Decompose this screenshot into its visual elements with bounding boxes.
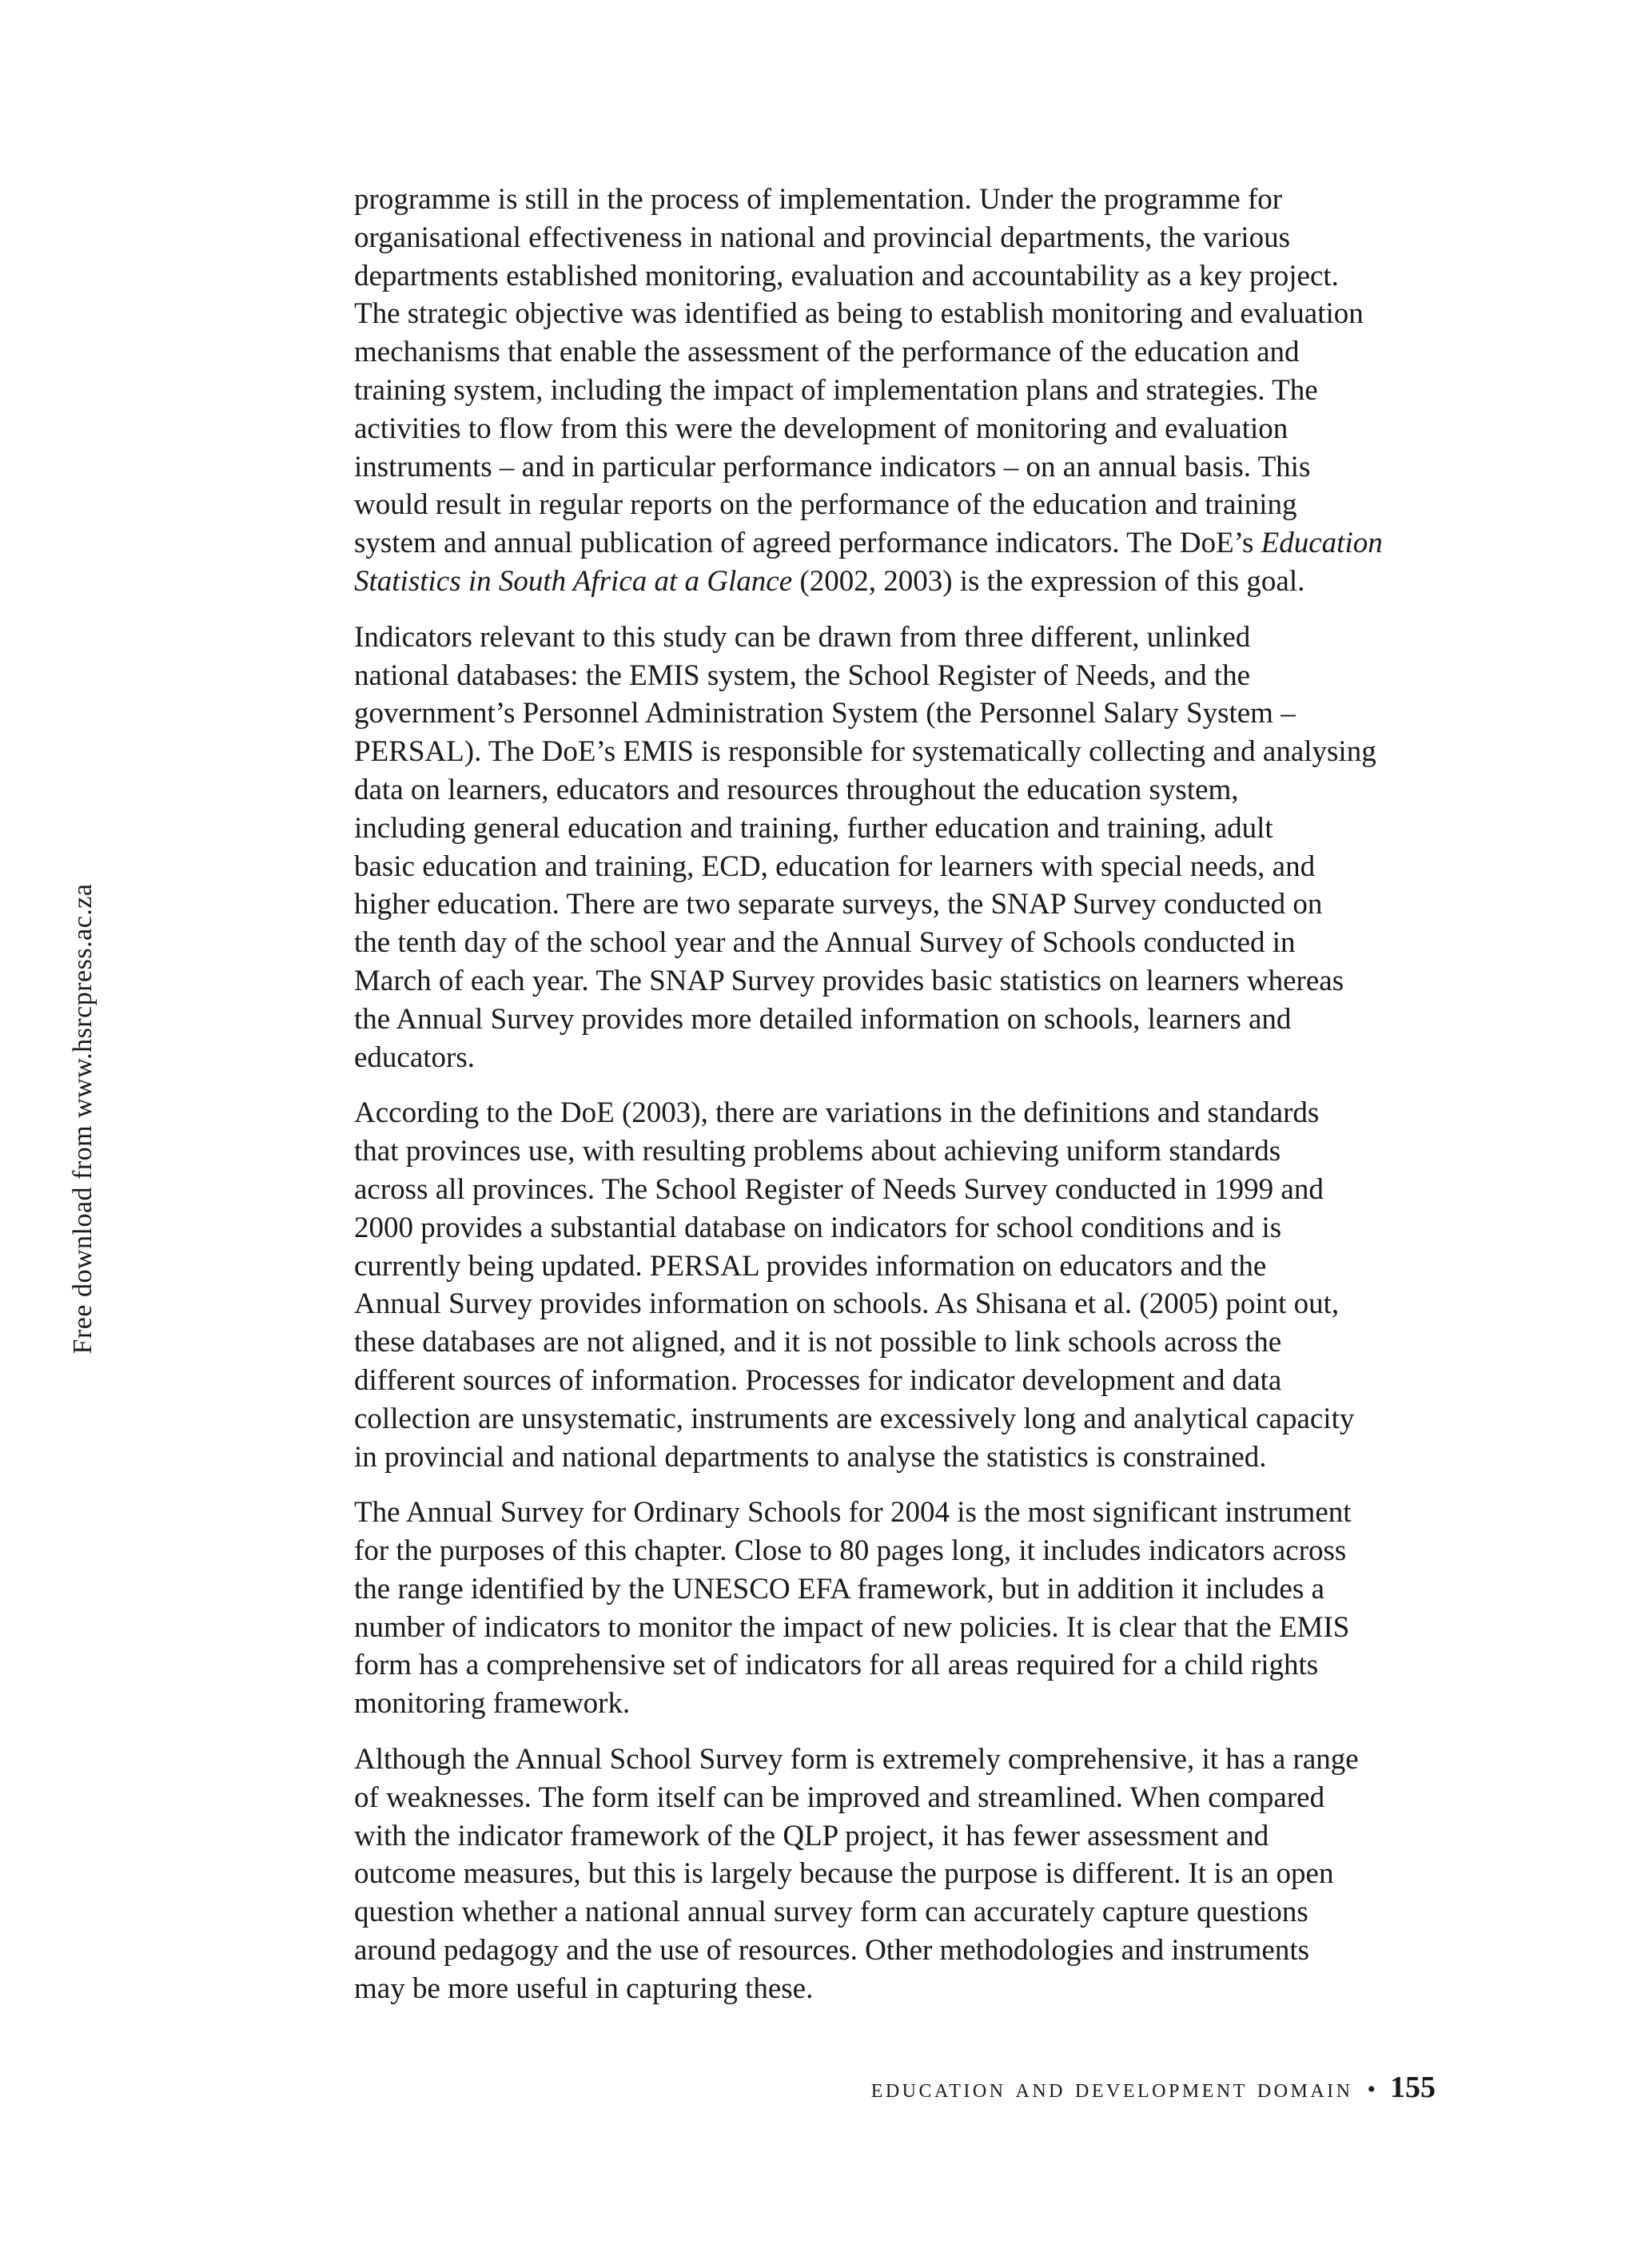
text-line <box>354 1494 1451 1532</box>
text-segment: organisational effectiveness in national and provincial departments, the various <box>354 221 1290 254</box>
text-segment: for the purposes of this chapter. Close to 80 pages long, it includes indicators across <box>354 1534 1347 1568</box>
text-segment: that provinces use, with resulting problems about achieving uniform standards <box>354 1135 1281 1168</box>
text-segment: with the indicator framework of the QLP project, it has fewer assessment and <box>354 1819 1269 1852</box>
text-segment: may be more useful in capturing these. <box>354 1972 814 2005</box>
text-line <box>354 1094 1451 1132</box>
text-line <box>354 1362 1451 1400</box>
text-line <box>354 1970 1451 2008</box>
text-segment: programme is still in the process of implementation. Under the programme for <box>354 183 1283 216</box>
text-segment: the Annual Survey provides more detailed information on schools, learners and <box>354 1002 1292 1036</box>
text-line <box>354 810 1451 848</box>
text-line <box>354 1132 1451 1171</box>
text-line <box>354 1171 1451 1209</box>
italic-title: Education <box>1261 527 1383 560</box>
text-segment: these databases are not aligned, and it is not possible to link schools across the <box>354 1326 1282 1359</box>
text-segment: across all provinces. The School Register of Needs Survey conducted in 1999 and <box>354 1172 1324 1206</box>
text-segment: number of indicators to monitor the impact of new policies. It is clear that the EMIS <box>354 1610 1350 1644</box>
text-segment: The strategic objective was identified as being to establish monitoring and evaluation <box>354 297 1364 331</box>
text-line <box>354 1532 1451 1570</box>
text-line <box>354 333 1451 372</box>
text-segment: training system, including the impact of implementation plans and strategies. The <box>354 373 1318 407</box>
italic-title: Statistics in South Africa at a Glance <box>354 564 793 598</box>
text-line <box>354 1779 1451 1817</box>
text-segment: mechanisms that enable the assessment of the performance of the education and <box>354 336 1300 369</box>
text-line <box>354 924 1451 962</box>
side-download-note: Free download from www.hsrcpress.ac.za <box>68 883 98 1355</box>
text-segment: form has a comprehensive set of indicators for all areas required for a child rights <box>354 1649 1319 1682</box>
text-segment: The Annual Survey for Ordinary Schools for 2004 is the most significant instrument <box>354 1496 1352 1530</box>
text-line <box>354 448 1451 487</box>
text-segment: different sources of information. Processes for indicator development and data <box>354 1363 1282 1397</box>
text-segment: government’s Personnel Administration System (the Personnel Salary System – <box>354 697 1296 730</box>
text-line <box>354 1817 1451 1856</box>
paragraph <box>354 1094 1451 1476</box>
text-line <box>354 1247 1451 1286</box>
text-segment: system and annual publication of agreed performance indicators. The DoE’s <box>354 527 1261 560</box>
text-segment: outcome measures, but this is largely because the purpose is different. It is an open <box>354 1857 1334 1891</box>
text-line <box>354 885 1451 924</box>
text-line <box>354 1893 1451 1932</box>
text-line <box>354 1438 1451 1477</box>
text-segment: higher education. There are two separate surveys, the SNAP Survey conducted on <box>354 888 1323 921</box>
paragraph <box>354 619 1451 1077</box>
text-segment: According to the DoE (2003), there are variations in the definitions and standards <box>354 1096 1320 1130</box>
text-line <box>354 181 1451 219</box>
text-segment: currently being updated. PERSAL provides information on educators and the <box>354 1249 1267 1283</box>
text-segment: educators. <box>354 1040 476 1074</box>
text-segment: PERSAL). The DoE’s EMIS is responsible for systematically collecting and analysing <box>354 735 1376 769</box>
text-line <box>354 1209 1451 1247</box>
text-segment: (2002, 2003) is the expression of this goal. <box>792 564 1305 598</box>
text-segment: in provincial and national departments to analyse the statistics is constrained. <box>354 1440 1267 1474</box>
text-line <box>354 962 1451 1001</box>
text-line <box>354 1685 1451 1723</box>
text-segment: Annual Survey provides information on schools. As Shisana et al. (2005) point out, <box>354 1287 1340 1321</box>
text-line <box>354 257 1451 296</box>
text-segment: departments established monitoring, evaluation and accountability as a key project. <box>354 259 1339 292</box>
text-line <box>354 694 1451 733</box>
text-line <box>354 410 1451 448</box>
text-segment: March of each year. The SNAP Survey provides basic statistics on learners whereas <box>354 964 1344 997</box>
text-segment: around pedagogy and the use of resources. Other methodologies and instruments <box>354 1934 1310 1968</box>
text-segment: instruments – and in particular performance indicators – on an annual basis. This <box>354 450 1311 483</box>
text-line <box>354 563 1451 601</box>
page-number: 155 <box>1390 2071 1436 2104</box>
text-line <box>354 1323 1451 1362</box>
text-segment: data on learners, educators and resources throughout the education system, <box>354 773 1239 806</box>
footer-separator: • <box>1367 2076 1376 2103</box>
text-line <box>354 1609 1451 1647</box>
text-line <box>354 848 1451 886</box>
running-head: education and development domain <box>870 2074 1353 2103</box>
text-segment: activities to flow from this were the development of monitoring and evaluation <box>354 412 1288 445</box>
text-segment: would result in regular reports on the performance of the education and training <box>354 488 1297 522</box>
text-line <box>354 486 1451 524</box>
text-segment: national databases: the EMIS system, the School Register of Needs, and the <box>354 659 1251 692</box>
text-segment: question whether a national annual survey form can accurately capture questions <box>354 1896 1308 1929</box>
text-line <box>354 1400 1451 1438</box>
text-segment: the range identified by the UNESCO EFA framework, but in addition it includes a <box>354 1572 1324 1606</box>
text-segment: 2000 provides a substantial database on indicators for school conditions and is <box>354 1211 1282 1244</box>
text-line <box>354 1932 1451 1970</box>
text-line <box>354 1646 1451 1685</box>
text-line <box>354 295 1451 333</box>
text-segment: including general education and training, further education and training, adult <box>354 811 1273 845</box>
text-segment: Although the Annual School Survey form is extremely comprehensive, it has a range <box>354 1743 1359 1777</box>
text-segment: of weaknesses. The form itself can be improved and streamlined. When compared <box>354 1781 1325 1814</box>
page-footer <box>871 2070 1436 2105</box>
paragraph <box>354 1494 1451 1723</box>
text-line <box>354 733 1451 771</box>
paragraph <box>354 1741 1451 2008</box>
text-line <box>354 1285 1451 1323</box>
text-line <box>354 1855 1451 1893</box>
text-line <box>354 619 1451 657</box>
text-line <box>354 1039 1451 1077</box>
text-line <box>354 1570 1451 1609</box>
text-segment: basic education and training, ECD, education for learners with special needs, and <box>354 850 1316 883</box>
text-line <box>354 771 1451 810</box>
text-line <box>354 524 1451 563</box>
text-segment: Indicators relevant to this study can be drawn from three different, unlinked <box>354 620 1251 654</box>
text-line <box>354 372 1451 410</box>
text-segment: collection are unsystematic, instruments are excessively long and analytical capacity <box>354 1402 1355 1435</box>
text-line <box>354 657 1451 695</box>
text-line <box>354 1001 1451 1039</box>
body-text <box>354 181 1451 2026</box>
text-line <box>354 1741 1451 1779</box>
text-line <box>354 219 1451 257</box>
text-segment: the tenth day of the school year and the Annual Survey of Schools conducted in <box>354 926 1296 960</box>
text-segment: monitoring framework. <box>354 1687 631 1721</box>
paragraph <box>354 181 1451 601</box>
